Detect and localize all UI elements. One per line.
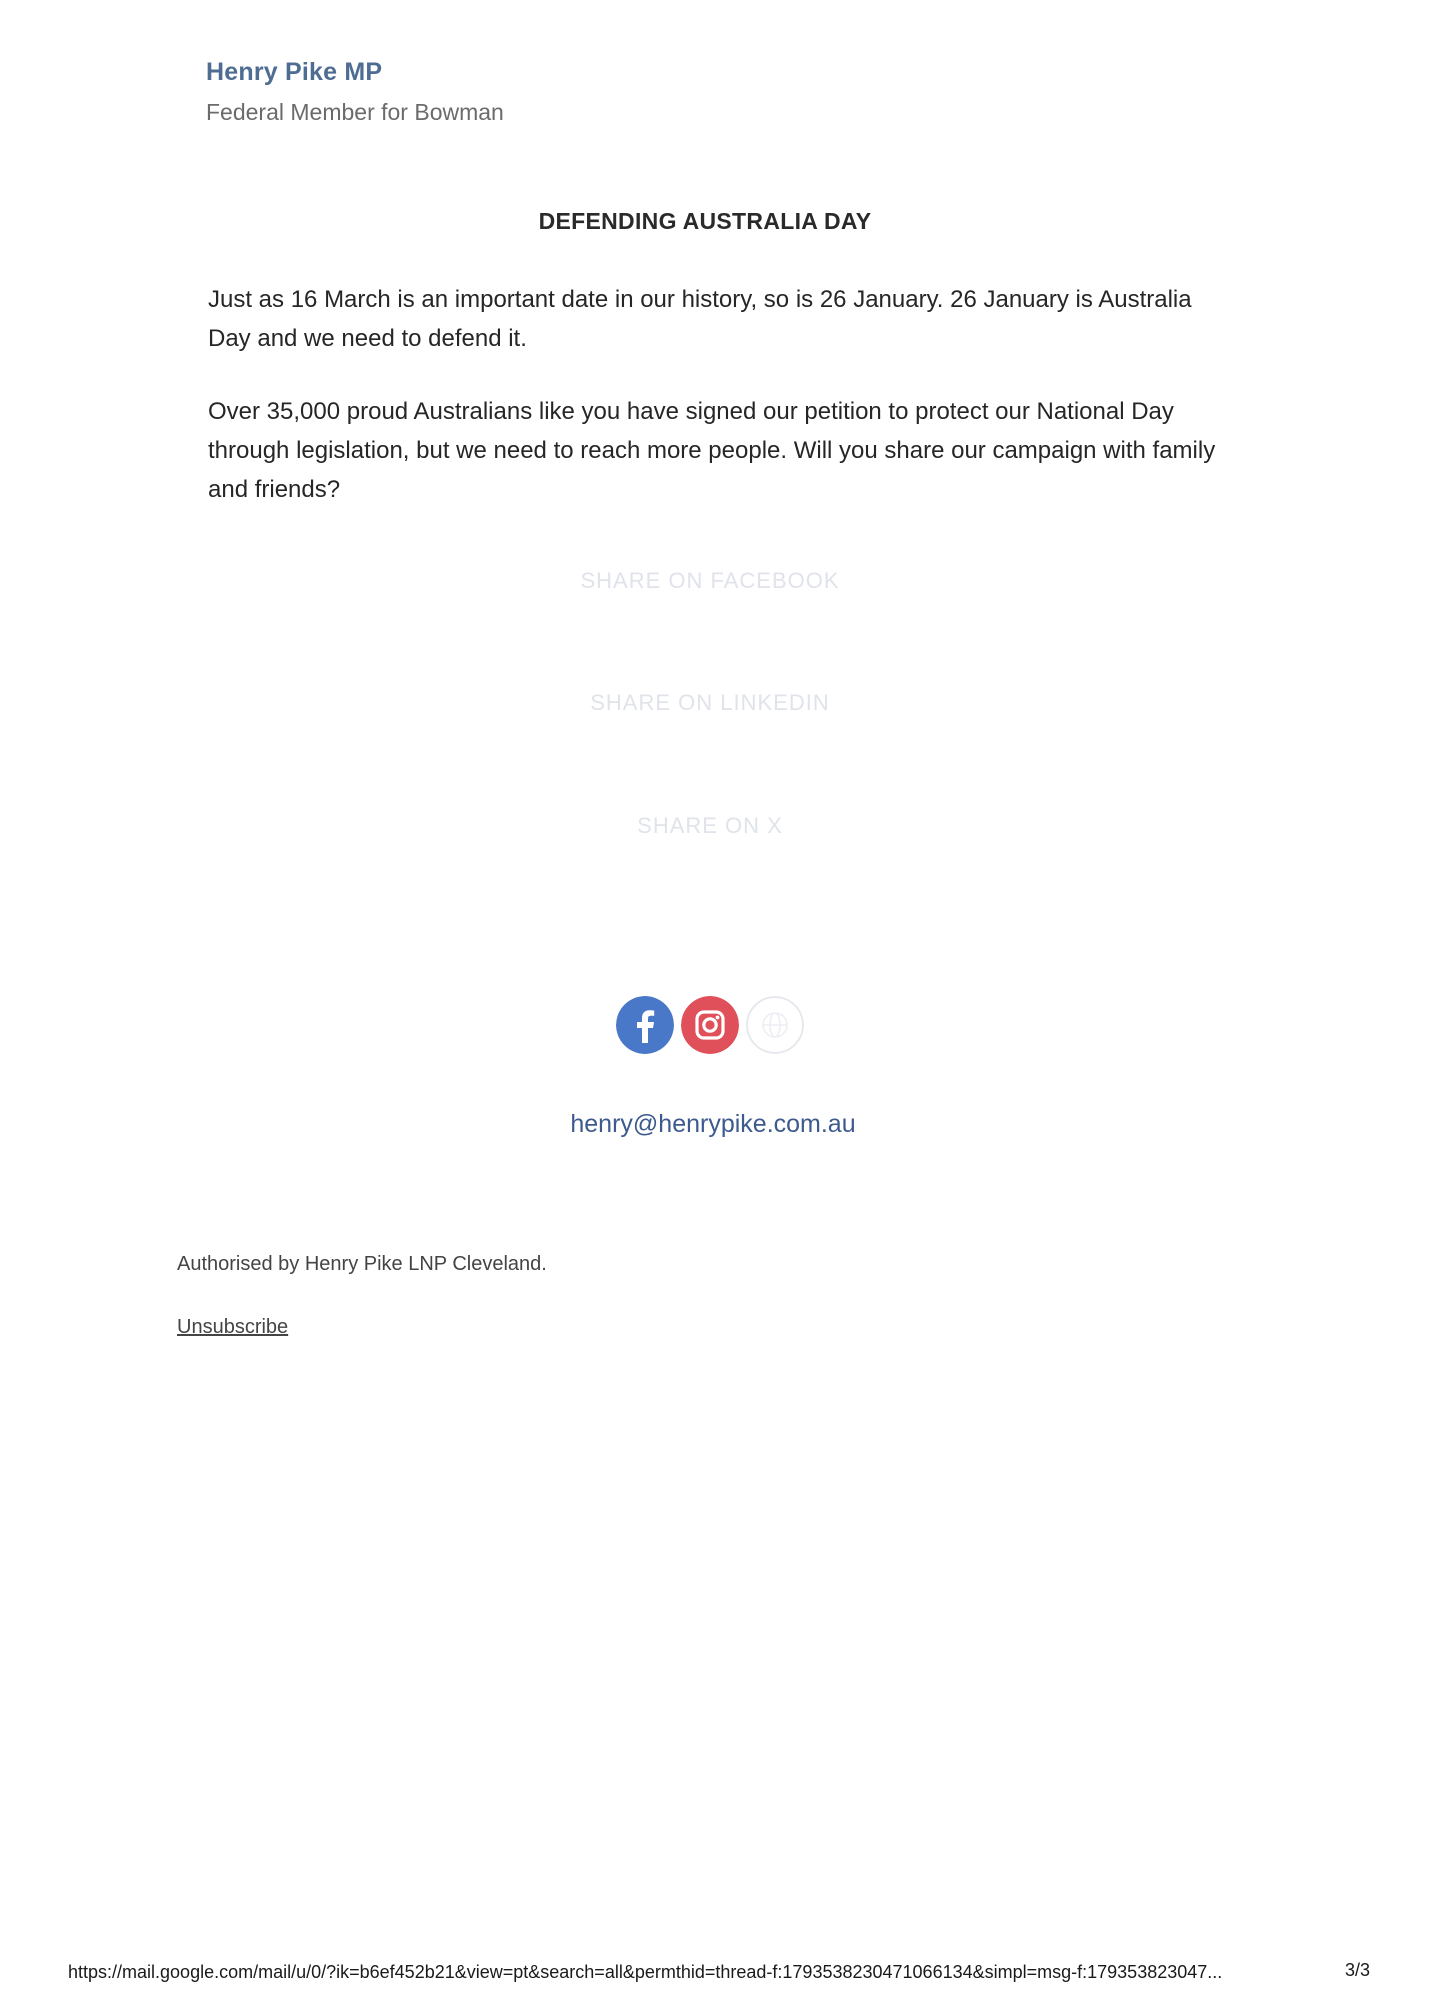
- share-x-button[interactable]: SHARE ON X: [637, 813, 783, 838]
- body-paragraph: Over 35,000 proud Australians like you have signed our petition to protect our National Day through legislation, but we need to reach more people. Will you share our campaign with family and friends?: [208, 398, 1216, 503]
- print-url: https://mail.google.com/mail/u/0/?ik=b6ef452b21&view=pt&search=all&permthid=thread-f:1793538230471066134&simpl=msg-f:179353823047...: [68, 1962, 1223, 1982]
- social-links: [616, 996, 804, 1054]
- authorisation-notice: Authorised by Henry Pike LNP Cleveland.: [177, 1253, 547, 1275]
- share-linkedin-button[interactable]: SHARE ON LINKEDIN: [590, 690, 830, 715]
- facebook-icon[interactable]: [616, 996, 674, 1054]
- share-facebook-button[interactable]: SHARE ON FACEBOOK: [580, 568, 840, 593]
- body-paragraph: Just as 16 March is an important date in our history, so is 26 January. 26 January is Australia Day and we need to defend it.: [208, 286, 1192, 352]
- website-icon[interactable]: [746, 996, 804, 1054]
- unsubscribe-link[interactable]: Unsubscribe: [177, 1316, 289, 1338]
- sender-name: Henry Pike MP: [206, 58, 383, 86]
- sender-block: [206, 58, 504, 126]
- page-number: 3/3: [1345, 1960, 1371, 1980]
- email-link[interactable]: henry@henrypike.com.au: [570, 1110, 856, 1138]
- sender-role: Federal Member for Bowman: [206, 99, 504, 125]
- instagram-icon[interactable]: [681, 996, 739, 1054]
- email-body: [208, 280, 1218, 543]
- page-title: DEFENDING AUSTRALIA DAY: [538, 208, 872, 234]
